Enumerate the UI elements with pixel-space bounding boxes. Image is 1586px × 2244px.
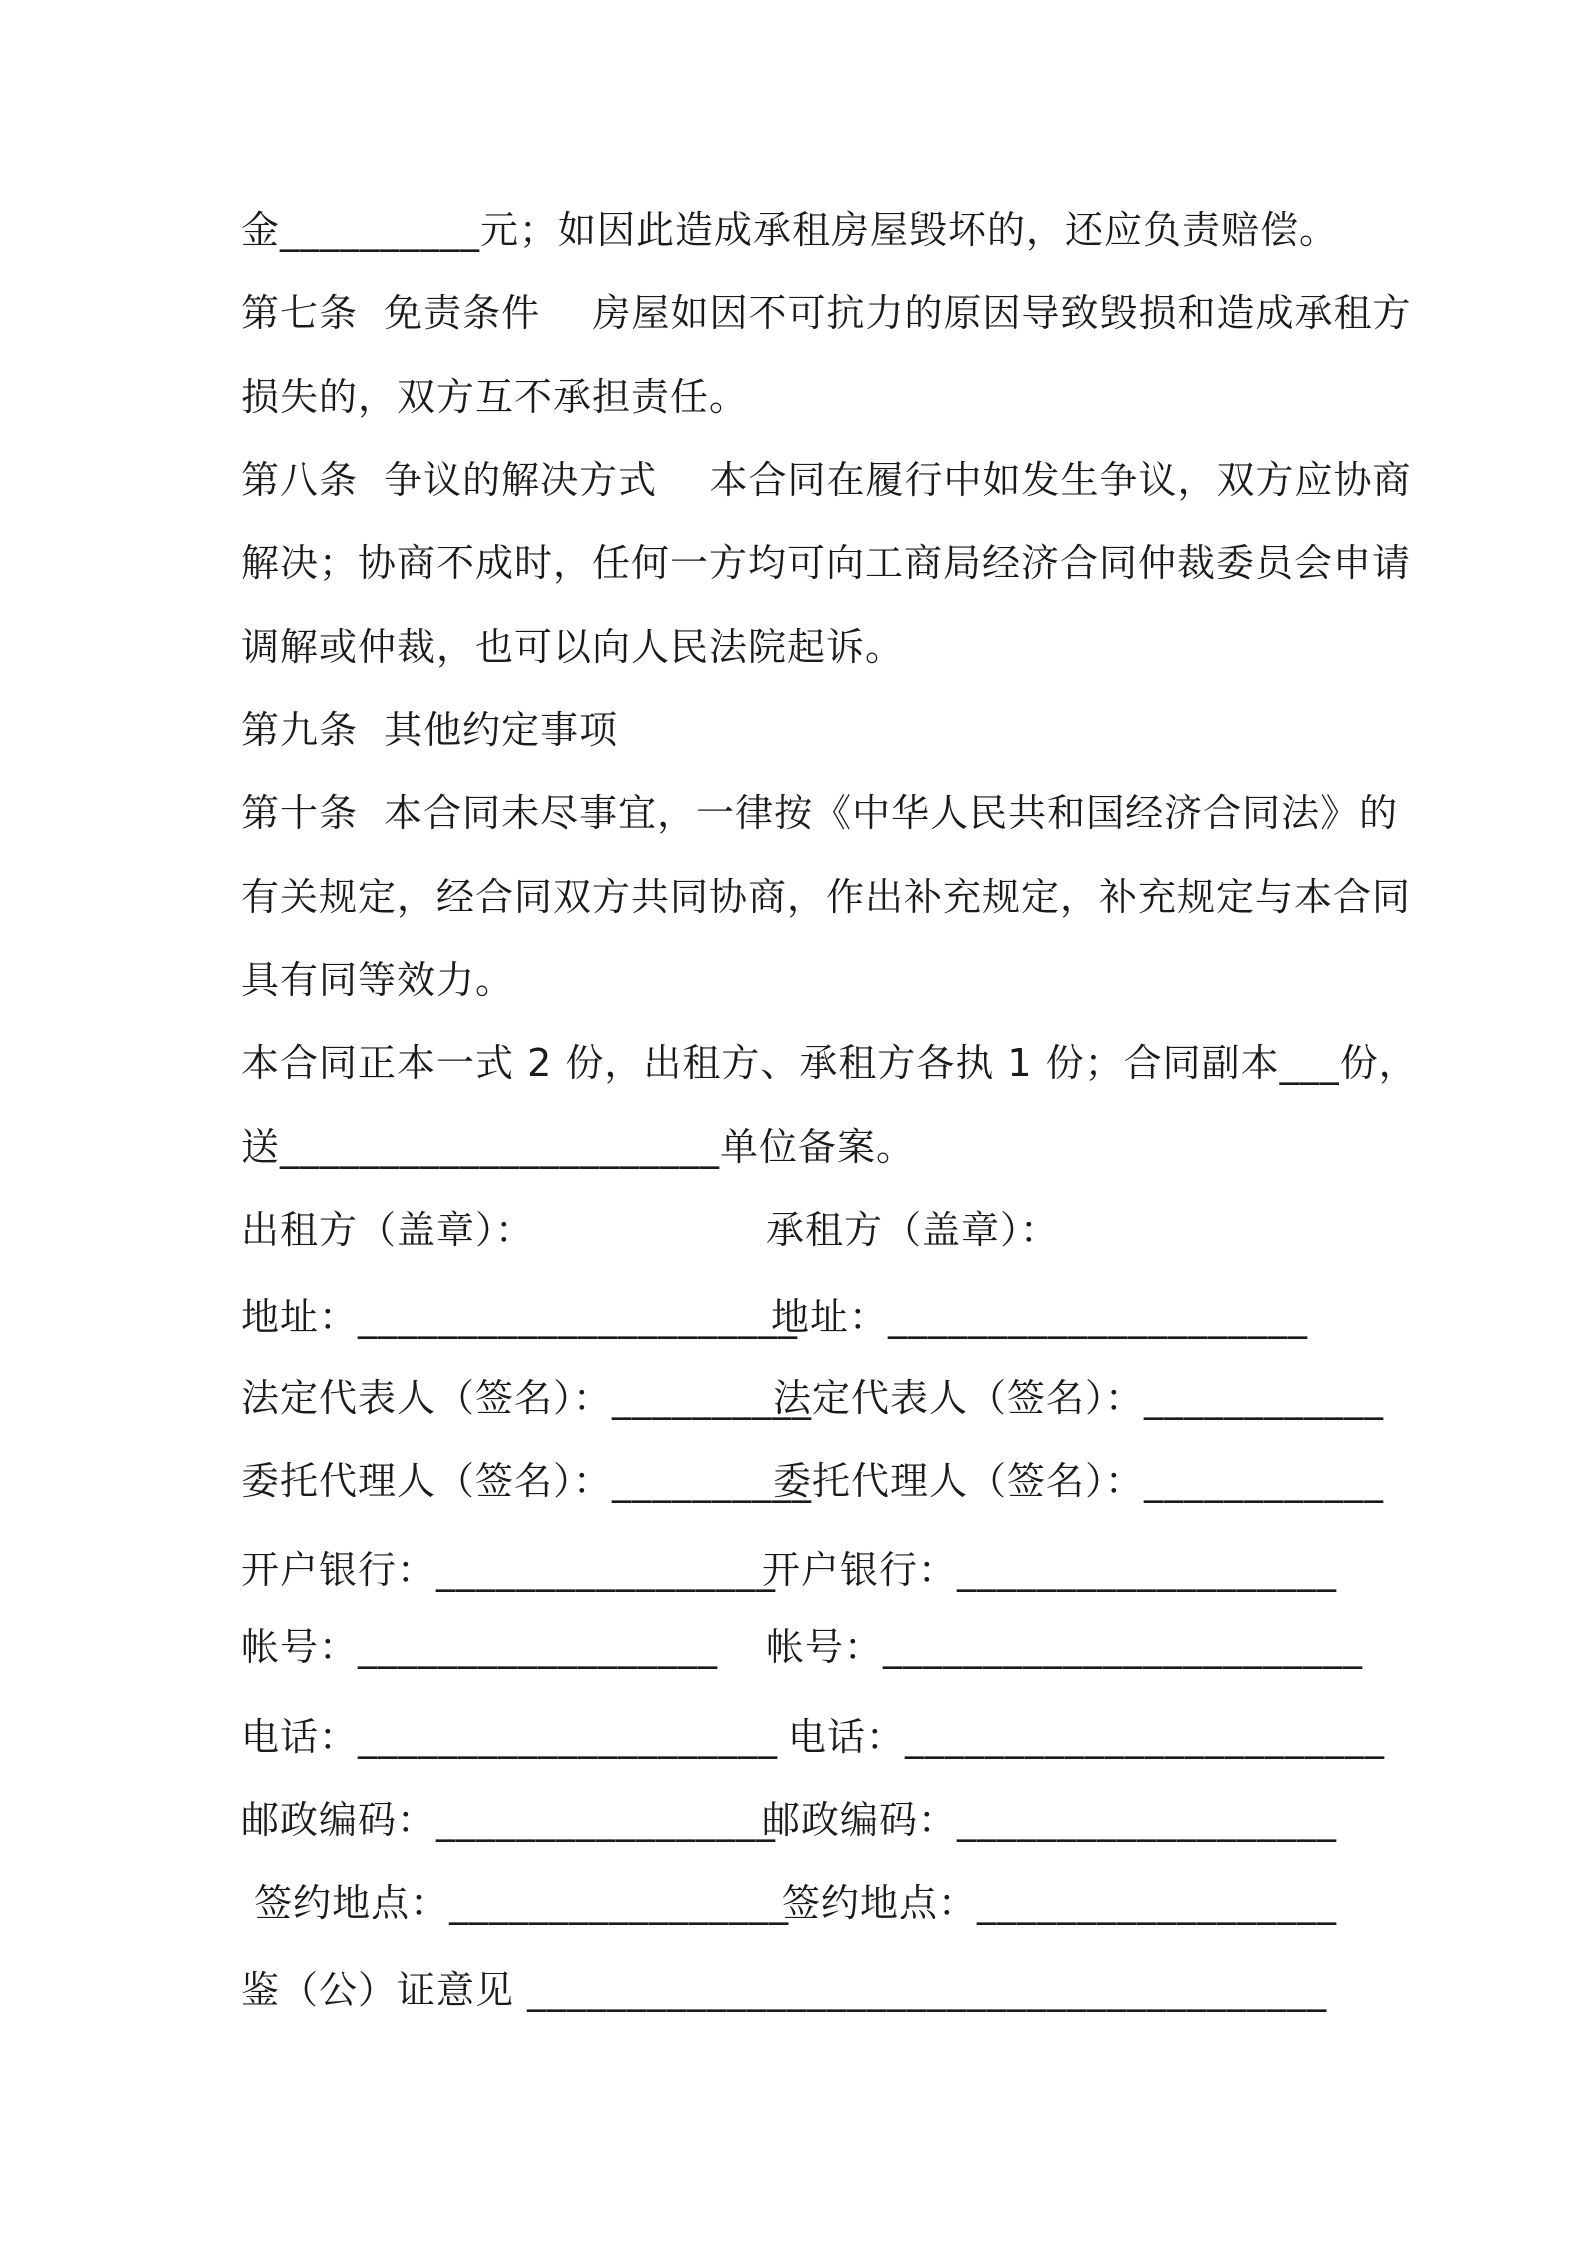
lessee-agent: 委托代理人（签名）：____________ — [773, 1459, 1385, 1503]
lessor-account: 帐号：__________________ — [241, 1625, 719, 1669]
lessor-agent: 委托代理人（签名）：__________ — [241, 1459, 813, 1503]
article-8-line-1: 第八条 争议的解决方式 本合同在履行中如发生争议，双方应协商 — [241, 458, 1412, 502]
lessee-postcode: 邮政编码：___________________ — [762, 1798, 1338, 1842]
article-10-line-1: 第十条 本合同未尽事宜，一律按《中华人民共和国经济合同法》的 — [241, 791, 1399, 835]
lessor-bank: 开户银行：_________________ — [241, 1548, 777, 1592]
article-10-line-2: 有关规定，经合同双方共同协商，作出补充规定，补充规定与本合同 — [241, 875, 1412, 919]
lessor-postcode: 邮政编码：_________________ — [241, 1798, 777, 1842]
article-8-line-2: 解决；协商不成时，任何一方均可向工商局经济合同仲裁委员会申请 — [241, 541, 1412, 585]
lessor-signing-place: 签约地点：_________________ — [241, 1881, 790, 1925]
article-8-line-3: 调解或仲裁，也可以向人民法院起诉。 — [241, 625, 905, 669]
lessee-signing-place: 签约地点：__________________ — [782, 1881, 1338, 1925]
lessee-account: 帐号：________________________ — [766, 1625, 1364, 1669]
article-7-line-2: 损失的，双方互不承担责任。 — [241, 375, 749, 419]
lessee-bank: 开户银行：___________________ — [762, 1548, 1338, 1592]
copies-line-2: 送______________________单位备案。 — [241, 1125, 916, 1169]
article-7-line-1: 第七条 免责条件 房屋如因不可抗力的原因导致毁损和造成承租方 — [241, 291, 1412, 335]
copies-line-1: 本合同正本一式 2 份，出租方、承租方各执 1 份；合同副本___份， — [241, 1041, 1418, 1085]
article-9: 第九条 其他约定事项 — [241, 708, 619, 752]
lessee-label: 承租方（盖章）： — [766, 1208, 1060, 1252]
notary-opinion: 鉴（公）证意见 ________________________________________ — [241, 1968, 1328, 2012]
lessee-address: 地址：_____________________ — [771, 1295, 1309, 1339]
lessor-label: 出租方（盖章）： — [241, 1208, 535, 1252]
paragraph-text: 金__________元；如因此造成承租房屋毁坏的，还应负责赔偿。 — [241, 208, 1339, 252]
lessee-legal-rep: 法定代表人（签名）：____________ — [773, 1376, 1385, 1420]
lessor-phone: 电话：_____________________ — [241, 1715, 779, 1759]
lessee-phone: 电话：________________________ — [788, 1715, 1386, 1759]
lessor-legal-rep: 法定代表人（签名）：__________ — [241, 1376, 813, 1420]
article-10-line-3: 具有同等效力。 — [241, 958, 515, 1002]
lessor-address: 地址：______________________ — [241, 1295, 799, 1339]
